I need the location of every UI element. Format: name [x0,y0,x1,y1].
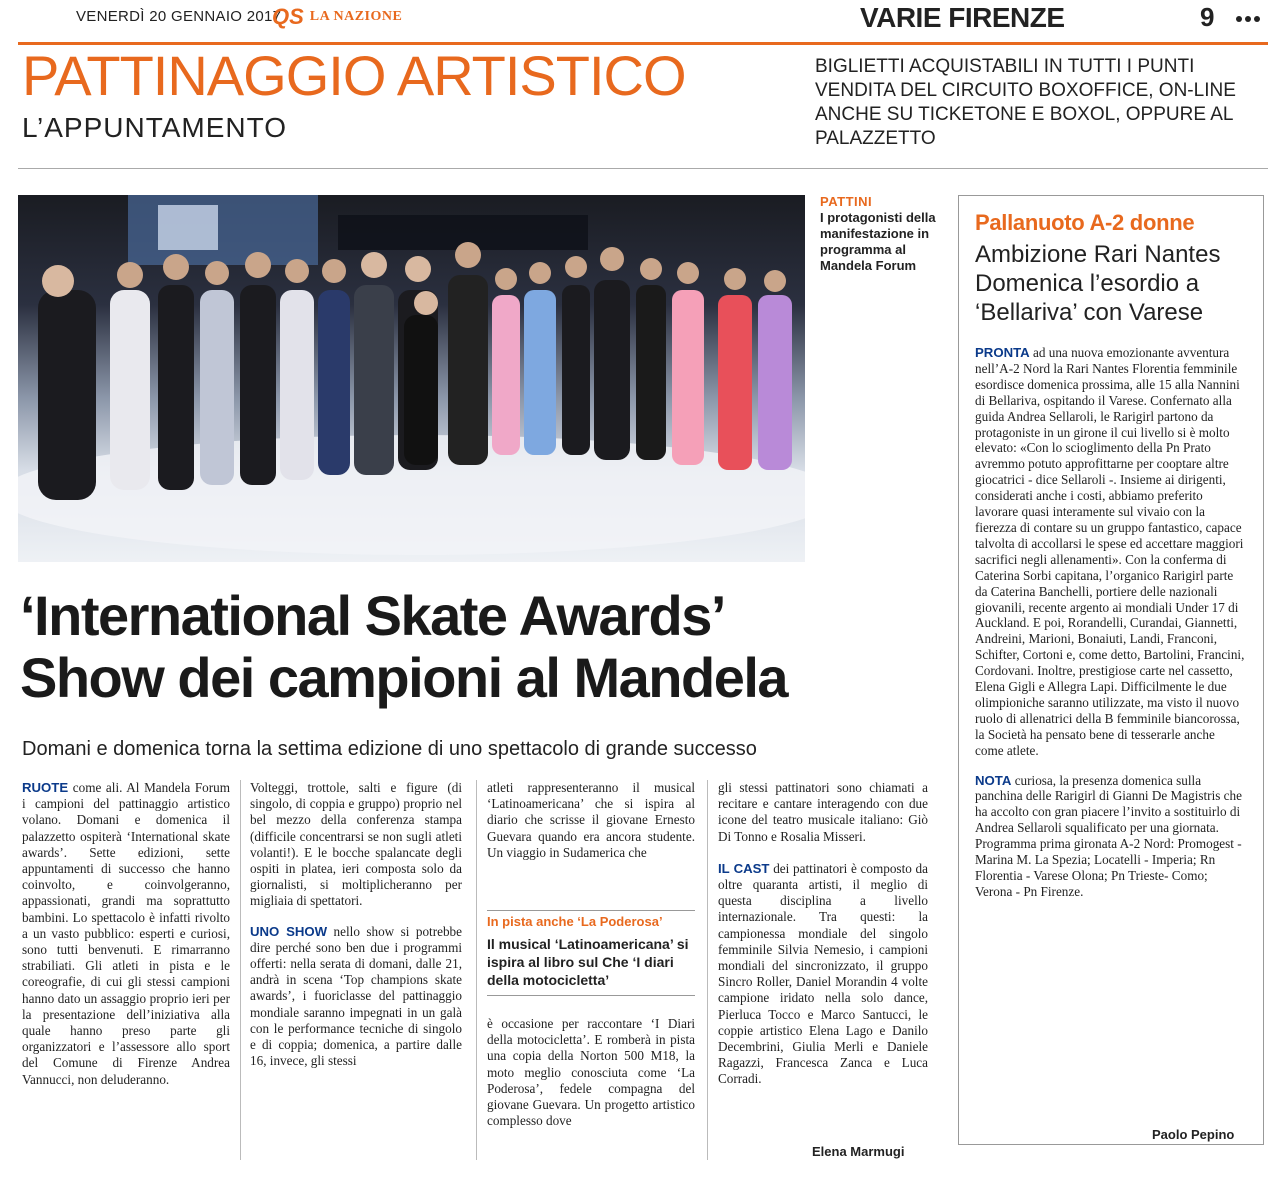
inset-title: Il musical ‘Latinoamericana’ si ispira al libro sul Che ‘I diari della motocicletta’ [487,936,689,988]
lead-word: NOTA [975,772,1012,788]
newspaper-logo [272,4,402,30]
article-column-3 [487,780,695,861]
group-photo [18,195,805,562]
inset-kicker: In pista anche ‘La Poderosa’ [487,914,663,929]
column-text: gli stessi pattinatori sono chiamati a recitare e cantare interagendo con due icone del teatro musicale italiano: Giò Di Tonno e Rosalia Misseri. [718,780,928,844]
section-kicker: PATTINAGGIO ARTISTICO [22,44,686,107]
photo-caption-text: I protagonisti della manifestazione in programma al Mandela Forum [820,210,936,273]
article-column-2 [250,780,462,1069]
column-text: atleti rappresenteranno il musical ‘Latinoamericana’ che si ispira al diario che scrisse il giovane Ernesto Guevara quando era ancora studente. Un viaggio in Sudamerica che [487,780,695,860]
photo-caption-kicker: PATTINI [820,194,873,209]
article-column-1 [22,780,230,1088]
divider [18,168,1268,169]
headline-line-1: ‘International Skate Awards’ [20,584,725,647]
sidebar-byline: Paolo Pepino [1152,1127,1235,1142]
column-divider [476,780,477,1160]
sidebar-title: Ambizione Rari Nantes Domenica l’esordio a ‘Bellariva’ con Varese [975,241,1221,326]
column-divider [707,780,708,1160]
logo-qs: QS [272,4,304,29]
column-text: come ali. Al Mandela Forum i campioni del pattinaggio artistico volano. Domani e domenica il palazzetto ospiterà ‘International skate awards’. Sette edizioni, sette appuntamenti di successo che hanno coinvolto, e coinvolgeranno, appassionati, grandi ma soprattutto bambini. Lo spettacolo è infatti rivolto a un vasto pubblico: esperti e curiosi, sono tutti benvenuti. E rimarranno strabiliati. Gli atleti in pista e le coreografie, di cui gli stessi campioni hanno dato un assaggio proprio ieri per la presentazione dell’iniziativa alla quale hanno preso parte gli organizzatori e l’assessore allo sport del Comune di Firenze Andrea Vannucci, non deluderanno. [22,780,230,1087]
inset-box [487,910,695,996]
column-text: Volteggi, trottole, salti e figure (di singolo, di coppia e gruppo) proprio nel bel mezzo della conferenza stampa (difficile concentrarsi se non sugli atleti volanti!). E le bocche spalancate degli ospiti in platea, ieri composta solo da giornalisti, si moltiplicheranno per migliaia di spettatori. [250,780,462,909]
page-number: 9 [1200,2,1215,32]
lead-word: RUOTE [22,780,69,795]
skaters-photo-illustration [18,195,805,562]
sidebar-text: ad una nuova emozionante avventura nell’A-2 Nord la Rari Nantes Florentia femminile esordisce domenica prossima, alle 15 alla Nannini di Bellariva, ospitando il Varese. Confernato alla guida Andrea Sellaroli, le Rarigirl partono da protagoniste in un girone il cui livello si è molto elevato: «Con lo scioglimento della Pn Prato avremmo potuto approfittarne per cooptare altre giocatrici - dice Sellaroli -. Insieme ai dirigenti, considerati anche i costi, abbiamo preferito lavorare quasi interamente sul vivaio con la fierezza di contare su un gruppo fantastico, capace talvolta di accollarsi le spese ed accettare maggiori sacrifici negli allenamenti». Con la conferma di Caterina Sorbi capitana, l’organico Rarigirl parte da Caterina Banchelli, portiere delle nazionali giovanili, recente argento ai mondiali Under 17 di Auckland. E poi, Rorandelli, Curandai, Giannetti, Andreini, Marioni, Bonaiuti, Landi, Franconi, Schifter, Cortoni e, come detto, Bartolini, Francini, Cordovani. Inoltre, prestigiose carte nel cassetto, Elena Gigli e Allegra Lapi. Difficilmente le due olimpioniche saranno utilizzate, ma visto il nuovo ruolo di allenatrici della B femminile biancorossa, la Società ha pensato bene di tesserarle anche come atlete. [975,345,1245,758]
lead-word: IL CAST [718,860,770,876]
article-column-4 [718,780,928,1088]
column-text: è occasione per raccontare ‘I Diari della motocicletta’. E romberà in pista una copia della Norton 500 M18, la moto meglio conosciuta come ‘La Poderosa’, fedele compagna del giovane Guevara. Un progetto artistico complesso dove [487,1016,695,1129]
lead-word: UNO SHOW [250,923,328,939]
column-text: dei pattinatori è composto da oltre quaranta artisti, il meglio di questa disciplina a livello internazionale. Tra questi: la campionessa mondiale del singolo femminile Silvia Nemesio, i campioni mondiali del sincronizzato, il gruppo Sincro Roller, Daniel Morandin 4 volte campione iridato nella solo dance, Pierluca Tocco e Marco Santucci, le coppie artistico Elena Lago e Danilo Decembrini, Giulia Merli e Daniele Ragazzi, Francesca Zanca e Luca Corradi. [718,860,928,1087]
dots-icon [1236,16,1260,22]
article-headline [20,585,950,709]
column-text: nello show si potrebbe dire perché sono ben due i programmi offerti: nella serata di domani, dalle 21, andrà in scena ‘Top champions skate awards’, i fuoriclasse del pattinaggio mondiale saranno impegnati in un galà con le performance tecniche di singolo e di coppia; domenica, a partire dalle 16, invece, gli stessi [250,923,462,1069]
headline-line-2: Show dei campioni al Mandela [20,646,788,709]
sidebar-body [975,345,1245,900]
logo-paper-name: LA NAZIONE [309,9,403,24]
article-deck: Domani e domenica torna la settima edizione di uno spettacolo di grande successo [22,738,757,760]
tickets-info: BIGLIETTI ACQUISTABILI IN TUTTI I PUNTI VENDITA DEL CIRCUITO BOXOFFICE, ON-LINE ANCHE SU TICKETONE E BOXOL, OPPURE AL PALAZZETTO [815,56,1236,149]
lead-word: PRONTA [975,345,1030,360]
column-divider [240,780,241,1160]
section-title: VARIE FIRENZE [860,2,1065,33]
issue-date: VENERDÌ 20 GENNAIO 2017 [76,8,282,25]
sidebar-kicker: Pallanuoto A-2 donne [975,210,1195,235]
article-column-3-continued [487,1016,695,1129]
sidebar-text: curiosa, la presenza domenica sulla panchina delle Rarigirl di Gianni De Magistris che ha accolto con gran piacere l’invito a sostituirlo di Andrea Sellaroli squalificato per una giornata. Programma prima gironata A-2 Nord: Promogest - Marina M. La Spezia; Locatelli - Imperia; Rn Florentia - Varese Olona; Pn Trieste- Como; Verona - Pn Firenze. [975,772,1242,899]
section-subkicker: L’APPUNTAMENTO [22,112,288,143]
article-byline: Elena Marmugi [812,1144,905,1159]
